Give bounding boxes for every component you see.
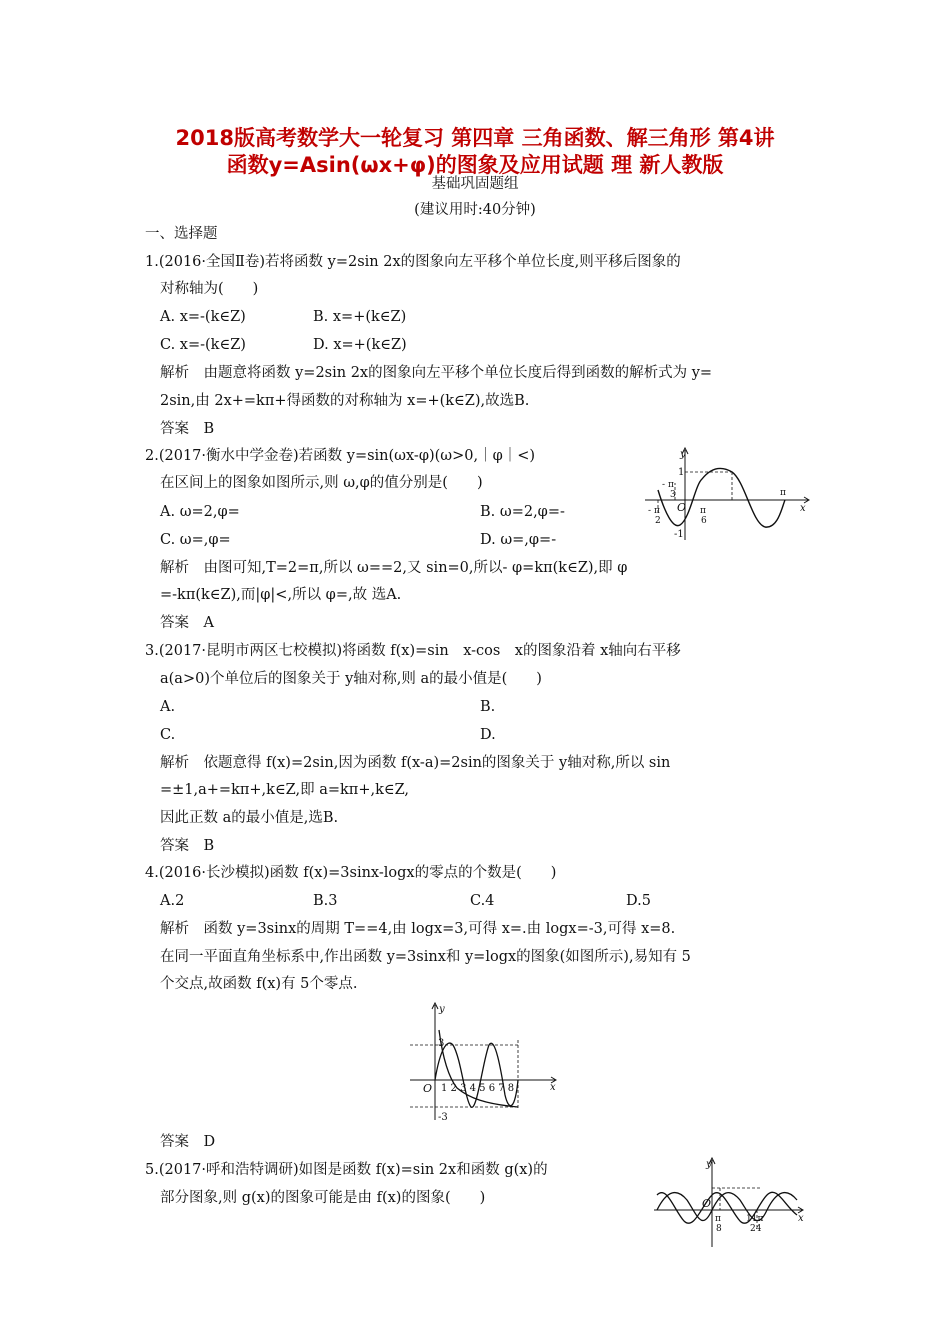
q5-tick-a-num: π bbox=[715, 1214, 721, 1224]
q1-stem-line1: 1.(2016·全国Ⅱ卷)若将函数 y=2sin 2x的图象向左平移个单位长度,则平移后图象的 bbox=[145, 254, 681, 270]
q4-explanation-line2: 在同一平面直角坐标系中,作出函数 y=3sinx和 y=logx的图象(如图所示),易知有 5 bbox=[160, 949, 691, 965]
q4-answer: 答案 D bbox=[160, 1134, 216, 1150]
q2-tick-1: 1 bbox=[678, 467, 685, 478]
q3-option-a: A. bbox=[160, 699, 176, 715]
q2-tick-b-sign: - bbox=[648, 506, 652, 516]
q1-option-c: C. x=-(k∈Z) bbox=[160, 337, 246, 353]
q4-origin-label: O bbox=[423, 1082, 433, 1095]
q4-option-b: B.3 bbox=[313, 893, 338, 909]
q2-explanation-line1: 解析 由图可知,T=2=π,所以 ω==2,又 sin=0,所以- φ=kπ(k∈Z),即 φ bbox=[160, 560, 628, 576]
q3-explanation-line3: 因此正数 a的最小值是,选B. bbox=[160, 810, 339, 826]
q3-option-b: B. bbox=[480, 699, 496, 715]
q2-stem-line2: 在区间上的图象如图所示,则 ω,φ的值分别是( ) bbox=[160, 475, 483, 491]
q4-x-label: x bbox=[550, 1082, 556, 1093]
q3-explanation-line1: 解析 依题意得 f(x)=2sin,因为函数 f(x-a)=2sin的图象关于 y轴对称,所以 sin bbox=[160, 755, 671, 771]
q1-explanation-line2: 2sin,由 2x+=kπ+得函数的对称轴为 x=+(k∈Z),故选B. bbox=[160, 393, 530, 409]
q4-explanation-line1: 解析 函数 y=3sinx的周期 T==4,由 logx=3,可得 x=.由 logx=-3,可得 x=8. bbox=[160, 921, 676, 937]
q1-option-d: D. x=+(k∈Z) bbox=[313, 337, 407, 353]
q4-option-d: D.5 bbox=[626, 893, 651, 909]
doc-title-line1: 2018版高考数学大一轮复习 第四章 三角函数、解三角形 第4讲 bbox=[175, 126, 775, 150]
q5-tick-b-den: 24 bbox=[750, 1224, 762, 1234]
q2-option-c: C. ω=,φ= bbox=[160, 532, 231, 548]
q4-explanation-line3: 个交点,故函数 f(x)有 5个零点. bbox=[160, 976, 358, 992]
q2-option-d: D. ω=,φ=- bbox=[480, 532, 557, 548]
q4-tick-3: 3 bbox=[438, 1038, 445, 1049]
q2-tick-a-den: 3 bbox=[670, 490, 676, 500]
q2-stem-line1: 2.(2017·衡水中学金卷)若函数 y=sin(ωx-φ)(ω>0,｜φ｜<) bbox=[145, 448, 536, 464]
q5-tick-a-den: 8 bbox=[716, 1224, 722, 1234]
q1-answer: 答案 B bbox=[160, 421, 215, 437]
q4-tick-neg3: -3 bbox=[438, 1112, 448, 1123]
q2-explanation-line2: =-kπ(k∈Z),而|φ|<,所以 φ=,故 选A. bbox=[160, 587, 402, 603]
q5-x-label: x bbox=[798, 1213, 804, 1224]
q2-origin-label: O bbox=[677, 501, 687, 514]
q2-tick-neg1: -1 bbox=[674, 529, 684, 540]
q3-option-c: C. bbox=[160, 727, 176, 743]
q2-option-b: B. ω=2,φ=- bbox=[480, 504, 565, 520]
q5-stem-line1: 5.(2017·呼和浩特调研)如图是函数 f(x)=sin 2x和函数 g(x)的 bbox=[145, 1162, 548, 1178]
q4-y-label: y bbox=[439, 1004, 445, 1015]
q5-y-label: y bbox=[706, 1159, 712, 1170]
q4-option-a: A.2 bbox=[160, 893, 185, 909]
q5-origin-label: O bbox=[702, 1197, 712, 1210]
q5-f-curve bbox=[657, 1193, 797, 1221]
q2-tick-b-num: π bbox=[654, 506, 660, 516]
q4-sine-curve bbox=[435, 1043, 518, 1107]
q4-x-ticks: 1 2 3 4 5 6 7 8 bbox=[441, 1083, 515, 1094]
q3-answer: 答案 B bbox=[160, 838, 215, 854]
time-hint: (建议用时:40分钟) bbox=[414, 202, 536, 218]
q2-tick-a-sign: - bbox=[662, 480, 666, 490]
q3-explanation-line2: =±1,a+=kπ+,k∈Z,即 a=kπ+,k∈Z, bbox=[160, 782, 410, 798]
q5-function-graph bbox=[652, 1155, 812, 1250]
q2-sine-graph bbox=[640, 445, 815, 545]
q1-explanation-line1: 解析 由题意将函数 y=2sin 2x的图象向左平移个单位长度后得到函数的解析式为 y= bbox=[160, 365, 713, 381]
q2-y-label: y bbox=[680, 449, 686, 460]
q2-tick-c-num: π bbox=[700, 506, 706, 516]
q1-option-a: A. x=-(k∈Z) bbox=[160, 309, 246, 325]
q4-stem-line1: 4.(2016·长沙模拟)函数 f(x)=3sinx-logx的零点的个数是( ) bbox=[145, 865, 557, 881]
q4-intersection-graph bbox=[405, 1000, 565, 1125]
q3-stem-line1: 3.(2017·昆明市两区七校模拟)将函数 f(x)=sin x-cos x的图象沿着 x轴向右平移 bbox=[145, 643, 681, 659]
q2-tick-b-den: 2 bbox=[655, 516, 661, 526]
q5-tick-b-num: 11π bbox=[746, 1214, 764, 1224]
q2-tick-pi: π bbox=[780, 488, 786, 498]
q2-tick-c-den: 6 bbox=[701, 516, 707, 526]
q4-option-c: C.4 bbox=[470, 893, 495, 909]
doc-title-line2: 函数y=Asin(ωx+φ)的图象及应用试题 理 新人教版 bbox=[226, 153, 724, 177]
q2-x-label: x bbox=[800, 503, 806, 514]
q1-option-b: B. x=+(k∈Z) bbox=[313, 309, 407, 325]
q4-log-curve bbox=[439, 1030, 518, 1107]
q5-stem-line2: 部分图象,则 g(x)的图象可能是由 f(x)的图象( ) bbox=[160, 1190, 486, 1206]
q1-stem-line2: 对称轴为( ) bbox=[160, 281, 259, 297]
group-label: 基础巩固题组 bbox=[431, 176, 519, 192]
q3-stem-line2: a(a>0)个单位后的图象关于 y轴对称,则 a的最小值是( ) bbox=[160, 671, 542, 687]
q2-option-a: A. ω=2,φ= bbox=[160, 504, 240, 520]
q3-option-d: D. bbox=[480, 727, 496, 743]
q2-answer: 答案 A bbox=[160, 615, 214, 631]
q2-tick-a-num: π bbox=[668, 480, 674, 490]
section-heading: 一、选择题 bbox=[145, 226, 218, 242]
